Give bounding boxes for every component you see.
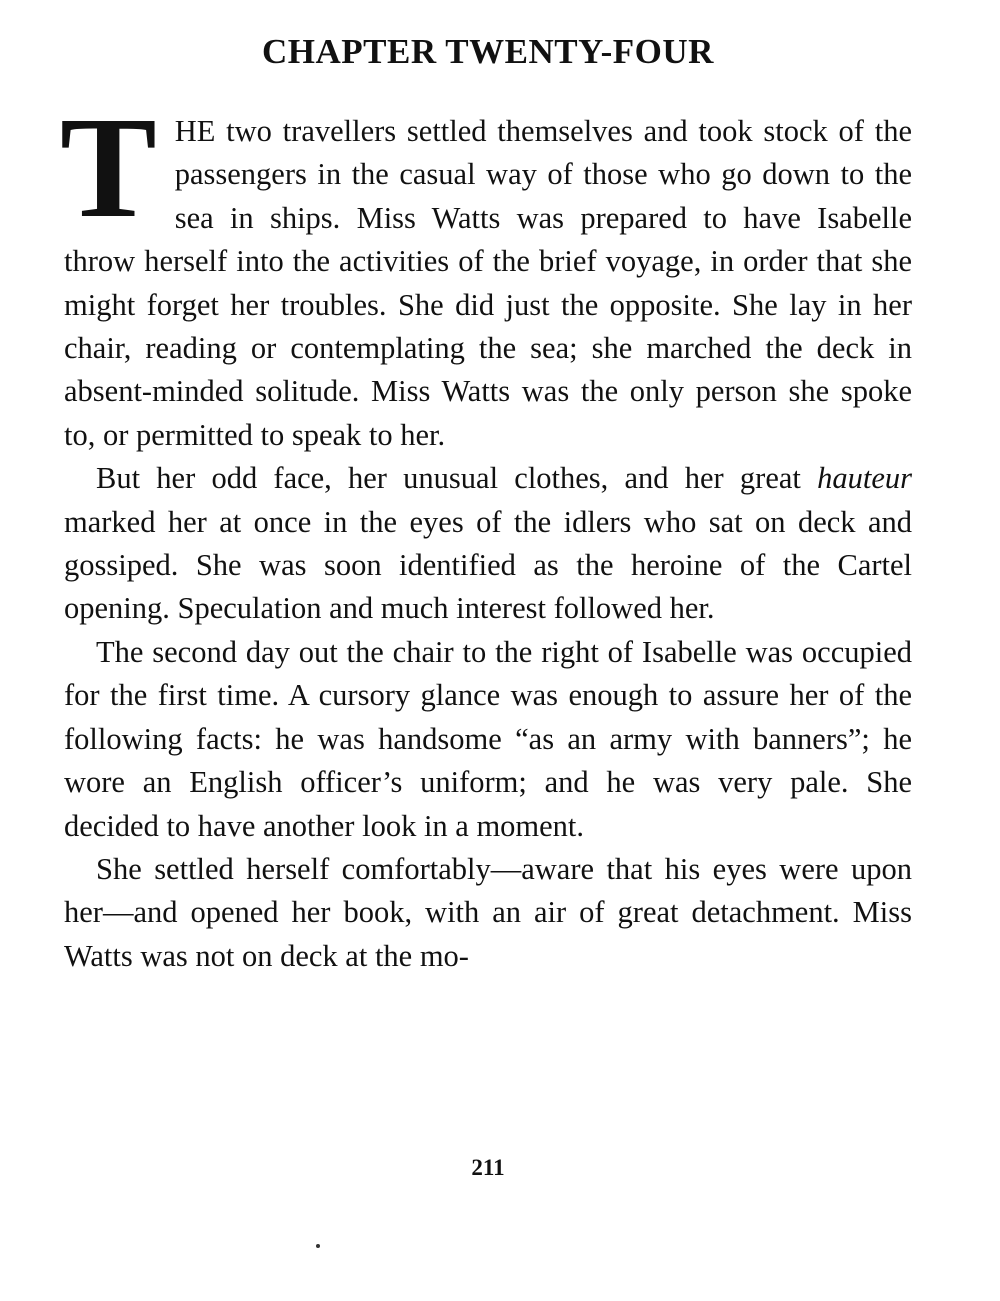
paragraph-4-text: She settled herself comfortably—aware that his eyes were upon her—and opened her book, with an air of great detachment. Miss Watts was not on deck at the mo- xyxy=(64,851,912,973)
paragraph-1-text: two travellers settled themselves and took stock of the passengers in the casual way of those who go down to the sea in ships. Miss Watts was prepared to have Isabelle throw herself into the activities of the brief voyage, in order that she might forget her troubles. She did just the opposite. She lay in her chair, reading or contemplating the sea; she marched the deck in absent-minded solitude. Miss Watts was the only person she spoke to, or permitted to speak to her. xyxy=(64,114,912,452)
paragraph-3-text: The second day out the chair to the right of Isabelle was occupied for the first time. A cursory glance was enough to assure her of the following facts: he was handsome “as an army with banners”; he wore an English officer’s uniform; and he was very pale. She decided to have another look in a moment. xyxy=(64,634,912,843)
body-text xyxy=(60,88,912,978)
drop-cap: T xyxy=(60,88,157,248)
paragraph-2-text-start: But her odd face, her unusual clothes, and her great xyxy=(96,461,818,496)
chapter-heading: CHAPTER TWENTY-FOUR xyxy=(262,32,714,71)
ink-speck xyxy=(316,1244,320,1248)
paragraph-3 xyxy=(64,631,912,848)
paragraph-1 xyxy=(60,88,912,457)
paragraph-2-text-end: marked her at once in the eyes of the idlers who sat on deck and gossiped. She was soon identified as the heroine of the Cartel opening. Speculation and much interest followed her. xyxy=(64,504,912,626)
paragraph-2-italic-word: hauteur xyxy=(817,461,912,496)
paragraph-2 xyxy=(64,457,912,631)
paragraph-4 xyxy=(64,848,912,978)
paragraph-1-lead-caps: HE xyxy=(174,114,216,148)
page-number: 211 xyxy=(471,1155,505,1180)
